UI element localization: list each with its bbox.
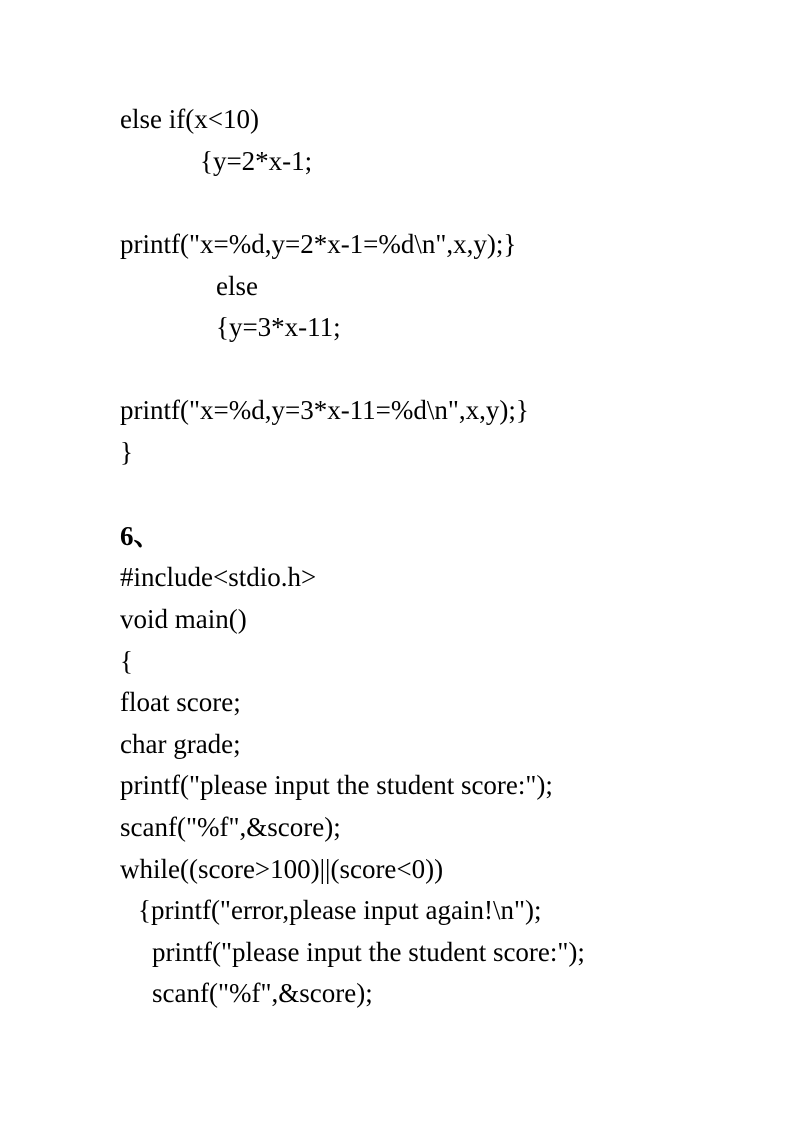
code-line-3: printf("x=%d,y=2*x-1=%d\n",x,y);} bbox=[120, 229, 517, 259]
code-line-12: char grade; bbox=[120, 729, 241, 759]
code-line-6: printf("x=%d,y=3*x-11=%d\n",x,y);} bbox=[120, 395, 529, 425]
code-line-10: { bbox=[120, 646, 133, 676]
code-line-11: float score; bbox=[120, 687, 241, 717]
code-line-5: {y=3*x-11; bbox=[216, 312, 341, 342]
code-line-1: else if(x<10) bbox=[120, 104, 259, 134]
code-line-14: scanf("%f",&score); bbox=[120, 812, 341, 842]
section-heading-6: 6、 bbox=[120, 521, 161, 551]
code-line-9: void main() bbox=[120, 604, 247, 634]
code-line-17: printf("please input the student score:"); bbox=[152, 937, 585, 967]
code-line-18: scanf("%f",&score); bbox=[152, 978, 373, 1008]
code-line-8: #include<stdio.h> bbox=[120, 562, 317, 592]
code-line-13: printf("please input the student score:"); bbox=[120, 770, 553, 800]
code-line-2: {y=2*x-1; bbox=[200, 146, 313, 176]
code-line-4: else bbox=[216, 271, 258, 301]
code-line-7: } bbox=[120, 437, 133, 467]
code-line-15: while((score>100)||(score<0)) bbox=[120, 854, 444, 884]
code-line-16: {printf("error,please input again!\n"); bbox=[138, 895, 542, 925]
